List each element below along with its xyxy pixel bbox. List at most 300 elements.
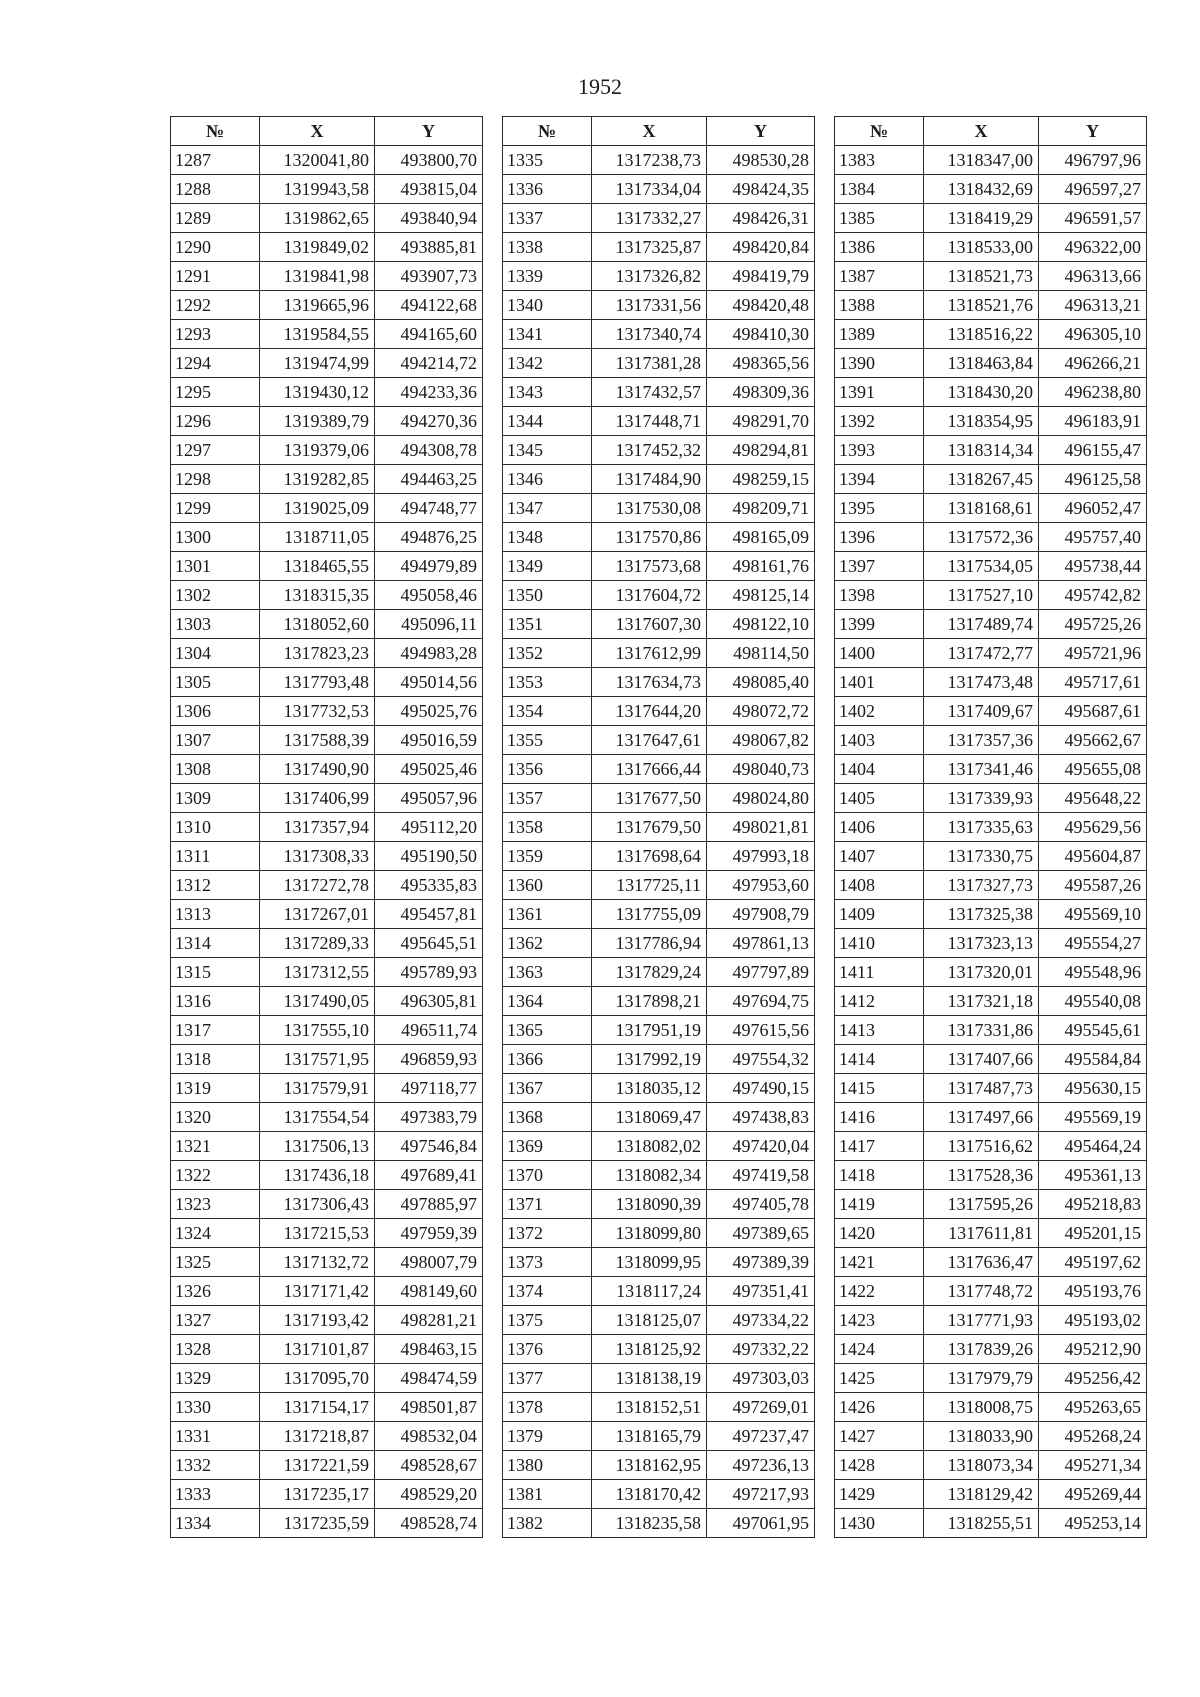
table-row <box>503 349 815 378</box>
table-row <box>171 581 483 610</box>
y-coordinate-cell: 495655,08 <box>1039 755 1147 784</box>
x-coordinate-cell: 1317171,42 <box>260 1277 375 1306</box>
y-coordinate-cell: 495464,24 <box>1039 1132 1147 1161</box>
point-number-cell: 1425 <box>835 1364 924 1393</box>
point-number-cell: 1325 <box>171 1248 260 1277</box>
x-coordinate-cell: 1317326,82 <box>592 262 707 291</box>
point-number-cell: 1359 <box>503 842 592 871</box>
table-row <box>503 436 815 465</box>
point-number-cell: 1383 <box>835 146 924 175</box>
x-coordinate-cell: 1317484,90 <box>592 465 707 494</box>
y-coordinate-cell: 494463,25 <box>375 465 483 494</box>
header-y: Y <box>1039 117 1147 146</box>
y-coordinate-cell: 495335,83 <box>375 871 483 900</box>
x-coordinate-cell: 1317634,73 <box>592 668 707 697</box>
x-coordinate-cell: 1318117,24 <box>592 1277 707 1306</box>
x-coordinate-cell: 1317725,11 <box>592 871 707 900</box>
point-number-cell: 1380 <box>503 1451 592 1480</box>
table-row <box>171 1045 483 1074</box>
point-number-cell: 1430 <box>835 1509 924 1538</box>
table-row <box>503 1045 815 1074</box>
point-number-cell: 1405 <box>835 784 924 813</box>
point-number-cell: 1293 <box>171 320 260 349</box>
table-row <box>835 755 1147 784</box>
y-coordinate-cell: 498463,15 <box>375 1335 483 1364</box>
header-y: Y <box>375 117 483 146</box>
x-coordinate-cell: 1318165,79 <box>592 1422 707 1451</box>
y-coordinate-cell: 495721,96 <box>1039 639 1147 668</box>
y-coordinate-cell: 495271,34 <box>1039 1451 1147 1480</box>
table-row <box>503 871 815 900</box>
x-coordinate-cell: 1318430,20 <box>924 378 1039 407</box>
point-number-cell: 1373 <box>503 1248 592 1277</box>
coordinates-table-1 <box>170 116 483 1538</box>
y-coordinate-cell: 497420,04 <box>707 1132 815 1161</box>
point-number-cell: 1426 <box>835 1393 924 1422</box>
x-coordinate-cell: 1317528,36 <box>924 1161 1039 1190</box>
y-coordinate-cell: 495193,02 <box>1039 1306 1147 1335</box>
y-coordinate-cell: 497236,13 <box>707 1451 815 1480</box>
x-coordinate-cell: 1317335,63 <box>924 813 1039 842</box>
y-coordinate-cell: 495742,82 <box>1039 581 1147 610</box>
table-row <box>171 523 483 552</box>
y-coordinate-cell: 493885,81 <box>375 233 483 262</box>
y-coordinate-cell: 495604,87 <box>1039 842 1147 871</box>
table-row <box>835 610 1147 639</box>
y-coordinate-cell: 495057,96 <box>375 784 483 813</box>
y-coordinate-cell: 495025,46 <box>375 755 483 784</box>
y-coordinate-cell: 494122,68 <box>375 291 483 320</box>
point-number-cell: 1394 <box>835 465 924 494</box>
x-coordinate-cell: 1318168,61 <box>924 494 1039 523</box>
y-coordinate-cell: 495096,11 <box>375 610 483 639</box>
table-row <box>835 784 1147 813</box>
table-row <box>835 842 1147 871</box>
point-number-cell: 1313 <box>171 900 260 929</box>
point-number-cell: 1330 <box>171 1393 260 1422</box>
y-coordinate-cell: 495058,46 <box>375 581 483 610</box>
table-row <box>503 697 815 726</box>
point-number-cell: 1358 <box>503 813 592 842</box>
y-coordinate-cell: 498067,82 <box>707 726 815 755</box>
point-number-cell: 1406 <box>835 813 924 842</box>
point-number-cell: 1389 <box>835 320 924 349</box>
y-coordinate-cell: 495197,62 <box>1039 1248 1147 1277</box>
x-coordinate-cell: 1317611,81 <box>924 1219 1039 1248</box>
y-coordinate-cell: 498294,81 <box>707 436 815 465</box>
y-coordinate-cell: 495218,83 <box>1039 1190 1147 1219</box>
table-row <box>835 233 1147 262</box>
point-number-cell: 1328 <box>171 1335 260 1364</box>
point-number-cell: 1393 <box>835 436 924 465</box>
x-coordinate-cell: 1319389,79 <box>260 407 375 436</box>
x-coordinate-cell: 1318347,00 <box>924 146 1039 175</box>
x-coordinate-cell: 1317579,91 <box>260 1074 375 1103</box>
point-number-cell: 1353 <box>503 668 592 697</box>
x-coordinate-cell: 1317979,79 <box>924 1364 1039 1393</box>
y-coordinate-cell: 498021,81 <box>707 813 815 842</box>
table-row <box>171 146 483 175</box>
x-coordinate-cell: 1317320,01 <box>924 958 1039 987</box>
x-coordinate-cell: 1317992,19 <box>592 1045 707 1074</box>
x-coordinate-cell: 1317334,04 <box>592 175 707 204</box>
table-row <box>503 1451 815 1480</box>
point-number-cell: 1386 <box>835 233 924 262</box>
table-row <box>503 639 815 668</box>
y-coordinate-cell: 498149,60 <box>375 1277 483 1306</box>
table-row <box>835 1335 1147 1364</box>
point-number-cell: 1351 <box>503 610 592 639</box>
y-coordinate-cell: 498530,28 <box>707 146 815 175</box>
x-coordinate-cell: 1317452,32 <box>592 436 707 465</box>
x-coordinate-cell: 1317406,99 <box>260 784 375 813</box>
x-coordinate-cell: 1317829,24 <box>592 958 707 987</box>
point-number-cell: 1398 <box>835 581 924 610</box>
x-coordinate-cell: 1317755,09 <box>592 900 707 929</box>
table-row <box>503 987 815 1016</box>
y-coordinate-cell: 497438,83 <box>707 1103 815 1132</box>
y-coordinate-cell: 495212,90 <box>1039 1335 1147 1364</box>
point-number-cell: 1304 <box>171 639 260 668</box>
point-number-cell: 1347 <box>503 494 592 523</box>
x-coordinate-cell: 1317570,86 <box>592 523 707 552</box>
table-row <box>503 581 815 610</box>
table-row <box>835 1219 1147 1248</box>
point-number-cell: 1423 <box>835 1306 924 1335</box>
x-coordinate-cell: 1318419,29 <box>924 204 1039 233</box>
table-row <box>503 233 815 262</box>
point-number-cell: 1307 <box>171 726 260 755</box>
table-row <box>503 1219 815 1248</box>
y-coordinate-cell: 498114,50 <box>707 639 815 668</box>
x-coordinate-cell: 1317409,67 <box>924 697 1039 726</box>
table-row <box>835 146 1147 175</box>
y-coordinate-cell: 498259,15 <box>707 465 815 494</box>
table-row <box>171 668 483 697</box>
x-coordinate-cell: 1317327,73 <box>924 871 1039 900</box>
x-coordinate-cell: 1317221,59 <box>260 1451 375 1480</box>
x-coordinate-cell: 1317534,05 <box>924 552 1039 581</box>
table-row <box>503 1277 815 1306</box>
y-coordinate-cell: 495629,56 <box>1039 813 1147 842</box>
y-coordinate-cell: 497993,18 <box>707 842 815 871</box>
x-coordinate-cell: 1318035,12 <box>592 1074 707 1103</box>
x-coordinate-cell: 1319943,58 <box>260 175 375 204</box>
point-number-cell: 1317 <box>171 1016 260 1045</box>
point-number-cell: 1368 <box>503 1103 592 1132</box>
table-row <box>503 175 815 204</box>
table-row <box>835 1074 1147 1103</box>
table-row <box>171 1103 483 1132</box>
y-coordinate-cell: 497959,39 <box>375 1219 483 1248</box>
y-coordinate-cell: 498419,79 <box>707 262 815 291</box>
x-coordinate-cell: 1319282,85 <box>260 465 375 494</box>
table-row <box>171 813 483 842</box>
y-coordinate-cell: 495256,42 <box>1039 1364 1147 1393</box>
y-coordinate-cell: 496183,91 <box>1039 407 1147 436</box>
x-coordinate-cell: 1318465,55 <box>260 552 375 581</box>
y-coordinate-cell: 497269,01 <box>707 1393 815 1422</box>
table-row <box>835 929 1147 958</box>
x-coordinate-cell: 1318432,69 <box>924 175 1039 204</box>
point-number-cell: 1296 <box>171 407 260 436</box>
y-coordinate-cell: 497908,79 <box>707 900 815 929</box>
point-number-cell: 1364 <box>503 987 592 1016</box>
point-number-cell: 1429 <box>835 1480 924 1509</box>
point-number-cell: 1352 <box>503 639 592 668</box>
x-coordinate-cell: 1317448,71 <box>592 407 707 436</box>
point-number-cell: 1413 <box>835 1016 924 1045</box>
table-row <box>835 987 1147 1016</box>
y-coordinate-cell: 494308,78 <box>375 436 483 465</box>
point-number-cell: 1399 <box>835 610 924 639</box>
y-coordinate-cell: 497490,15 <box>707 1074 815 1103</box>
table-row <box>835 1509 1147 1538</box>
x-coordinate-cell: 1318314,34 <box>924 436 1039 465</box>
table-row <box>835 668 1147 697</box>
x-coordinate-cell: 1317644,20 <box>592 697 707 726</box>
table-row <box>171 871 483 900</box>
x-coordinate-cell: 1318354,95 <box>924 407 1039 436</box>
x-coordinate-cell: 1317340,74 <box>592 320 707 349</box>
table-row <box>503 929 815 958</box>
x-coordinate-cell: 1317677,50 <box>592 784 707 813</box>
x-coordinate-cell: 1317771,93 <box>924 1306 1039 1335</box>
table-row <box>835 1277 1147 1306</box>
point-number-cell: 1349 <box>503 552 592 581</box>
y-coordinate-cell: 495789,93 <box>375 958 483 987</box>
table-row <box>503 1248 815 1277</box>
table-row <box>835 900 1147 929</box>
x-coordinate-cell: 1317218,87 <box>260 1422 375 1451</box>
table-row <box>171 1132 483 1161</box>
y-coordinate-cell: 496155,47 <box>1039 436 1147 465</box>
coordinates-table-2 <box>502 116 815 1538</box>
point-number-cell: 1374 <box>503 1277 592 1306</box>
table-row <box>171 1277 483 1306</box>
y-coordinate-cell: 497797,89 <box>707 958 815 987</box>
x-coordinate-cell: 1317193,42 <box>260 1306 375 1335</box>
table-row <box>835 465 1147 494</box>
table-row <box>835 1161 1147 1190</box>
table-row <box>835 1016 1147 1045</box>
x-coordinate-cell: 1317472,77 <box>924 639 1039 668</box>
table-row <box>503 494 815 523</box>
point-number-cell: 1288 <box>171 175 260 204</box>
x-coordinate-cell: 1317432,57 <box>592 378 707 407</box>
y-coordinate-cell: 495540,08 <box>1039 987 1147 1016</box>
table-row <box>171 1248 483 1277</box>
point-number-cell: 1309 <box>171 784 260 813</box>
x-coordinate-cell: 1318099,95 <box>592 1248 707 1277</box>
table-row <box>171 1016 483 1045</box>
x-coordinate-cell: 1318033,90 <box>924 1422 1039 1451</box>
point-number-cell: 1332 <box>171 1451 260 1480</box>
table-row <box>171 1306 483 1335</box>
table-row <box>503 1509 815 1538</box>
table-row <box>503 1364 815 1393</box>
x-coordinate-cell: 1317489,74 <box>924 610 1039 639</box>
table-row <box>171 291 483 320</box>
point-number-cell: 1329 <box>171 1364 260 1393</box>
table-row <box>503 668 815 697</box>
y-coordinate-cell: 497861,13 <box>707 929 815 958</box>
x-coordinate-cell: 1317341,46 <box>924 755 1039 784</box>
point-number-cell: 1315 <box>171 958 260 987</box>
point-number-cell: 1308 <box>171 755 260 784</box>
point-number-cell: 1311 <box>171 842 260 871</box>
y-coordinate-cell: 498122,10 <box>707 610 815 639</box>
x-coordinate-cell: 1317487,73 <box>924 1074 1039 1103</box>
table-row <box>171 204 483 233</box>
x-coordinate-cell: 1317095,70 <box>260 1364 375 1393</box>
y-coordinate-cell: 495725,26 <box>1039 610 1147 639</box>
x-coordinate-cell: 1317312,55 <box>260 958 375 987</box>
table-row <box>835 378 1147 407</box>
point-number-cell: 1318 <box>171 1045 260 1074</box>
table-row <box>503 1161 815 1190</box>
x-coordinate-cell: 1317748,72 <box>924 1277 1039 1306</box>
table-row <box>171 726 483 755</box>
y-coordinate-cell: 498281,21 <box>375 1306 483 1335</box>
point-number-cell: 1354 <box>503 697 592 726</box>
x-coordinate-cell: 1317473,48 <box>924 668 1039 697</box>
table-row <box>835 1132 1147 1161</box>
x-coordinate-cell: 1317786,94 <box>592 929 707 958</box>
x-coordinate-cell: 1317357,36 <box>924 726 1039 755</box>
point-number-cell: 1395 <box>835 494 924 523</box>
y-coordinate-cell: 493840,94 <box>375 204 483 233</box>
y-coordinate-cell: 497546,84 <box>375 1132 483 1161</box>
y-coordinate-cell: 497217,93 <box>707 1480 815 1509</box>
x-coordinate-cell: 1317332,27 <box>592 204 707 233</box>
y-coordinate-cell: 498501,87 <box>375 1393 483 1422</box>
y-coordinate-cell: 493815,04 <box>375 175 483 204</box>
point-number-cell: 1346 <box>503 465 592 494</box>
x-coordinate-cell: 1317132,72 <box>260 1248 375 1277</box>
table-row <box>503 291 815 320</box>
y-coordinate-cell: 495662,67 <box>1039 726 1147 755</box>
point-number-cell: 1371 <box>503 1190 592 1219</box>
table-row <box>835 958 1147 987</box>
point-number-cell: 1310 <box>171 813 260 842</box>
table-row <box>171 1364 483 1393</box>
y-coordinate-cell: 497953,60 <box>707 871 815 900</box>
point-number-cell: 1357 <box>503 784 592 813</box>
point-number-cell: 1291 <box>171 262 260 291</box>
y-coordinate-cell: 494748,77 <box>375 494 483 523</box>
table-row <box>171 900 483 929</box>
header-x: X <box>592 117 707 146</box>
table-row <box>503 784 815 813</box>
x-coordinate-cell: 1318099,80 <box>592 1219 707 1248</box>
table-row <box>171 233 483 262</box>
table-row <box>835 581 1147 610</box>
header-number: № <box>171 117 260 146</box>
table-row <box>503 1132 815 1161</box>
point-number-cell: 1418 <box>835 1161 924 1190</box>
table-row <box>835 1422 1147 1451</box>
point-number-cell: 1372 <box>503 1219 592 1248</box>
point-number-cell: 1294 <box>171 349 260 378</box>
point-number-cell: 1419 <box>835 1190 924 1219</box>
x-coordinate-cell: 1318521,73 <box>924 262 1039 291</box>
table-row <box>171 1161 483 1190</box>
x-coordinate-cell: 1317289,33 <box>260 929 375 958</box>
table-row <box>503 262 815 291</box>
y-coordinate-cell: 498424,35 <box>707 175 815 204</box>
point-number-cell: 1327 <box>171 1306 260 1335</box>
y-coordinate-cell: 497351,41 <box>707 1277 815 1306</box>
x-coordinate-cell: 1317516,62 <box>924 1132 1039 1161</box>
table-row <box>835 1248 1147 1277</box>
table-row <box>171 465 483 494</box>
point-number-cell: 1295 <box>171 378 260 407</box>
y-coordinate-cell: 496313,21 <box>1039 291 1147 320</box>
point-number-cell: 1400 <box>835 639 924 668</box>
x-coordinate-cell: 1318069,47 <box>592 1103 707 1132</box>
x-coordinate-cell: 1317793,48 <box>260 668 375 697</box>
y-coordinate-cell: 495361,13 <box>1039 1161 1147 1190</box>
x-coordinate-cell: 1317339,93 <box>924 784 1039 813</box>
point-number-cell: 1322 <box>171 1161 260 1190</box>
table-row <box>503 320 815 349</box>
table-row <box>503 813 815 842</box>
point-number-cell: 1424 <box>835 1335 924 1364</box>
y-coordinate-cell: 498474,59 <box>375 1364 483 1393</box>
page-number: 1952 <box>578 74 622 99</box>
table-row <box>503 842 815 871</box>
x-coordinate-cell: 1319025,09 <box>260 494 375 523</box>
x-coordinate-cell: 1317267,01 <box>260 900 375 929</box>
header-x: X <box>924 117 1039 146</box>
x-coordinate-cell: 1318082,02 <box>592 1132 707 1161</box>
x-coordinate-cell: 1317555,10 <box>260 1016 375 1045</box>
point-number-cell: 1361 <box>503 900 592 929</box>
point-number-cell: 1363 <box>503 958 592 987</box>
point-number-cell: 1409 <box>835 900 924 929</box>
table-header-row <box>171 117 483 146</box>
x-coordinate-cell: 1318138,19 <box>592 1364 707 1393</box>
x-coordinate-cell: 1320041,80 <box>260 146 375 175</box>
x-coordinate-cell: 1319430,12 <box>260 378 375 407</box>
table-row <box>835 320 1147 349</box>
x-coordinate-cell: 1317154,17 <box>260 1393 375 1422</box>
point-number-cell: 1338 <box>503 233 592 262</box>
point-number-cell: 1420 <box>835 1219 924 1248</box>
x-coordinate-cell: 1318082,34 <box>592 1161 707 1190</box>
x-coordinate-cell: 1318090,39 <box>592 1190 707 1219</box>
point-number-cell: 1299 <box>171 494 260 523</box>
x-coordinate-cell: 1317321,18 <box>924 987 1039 1016</box>
table-row <box>503 552 815 581</box>
y-coordinate-cell: 495253,14 <box>1039 1509 1147 1538</box>
y-coordinate-cell: 496305,81 <box>375 987 483 1016</box>
point-number-cell: 1411 <box>835 958 924 987</box>
table-row <box>503 1335 815 1364</box>
point-number-cell: 1388 <box>835 291 924 320</box>
y-coordinate-cell: 496052,47 <box>1039 494 1147 523</box>
point-number-cell: 1382 <box>503 1509 592 1538</box>
table-row <box>503 465 815 494</box>
table-row <box>503 523 815 552</box>
point-number-cell: 1345 <box>503 436 592 465</box>
y-coordinate-cell: 495268,24 <box>1039 1422 1147 1451</box>
point-number-cell: 1301 <box>171 552 260 581</box>
y-coordinate-cell: 494876,25 <box>375 523 483 552</box>
table-row <box>171 1393 483 1422</box>
x-coordinate-cell: 1317238,73 <box>592 146 707 175</box>
